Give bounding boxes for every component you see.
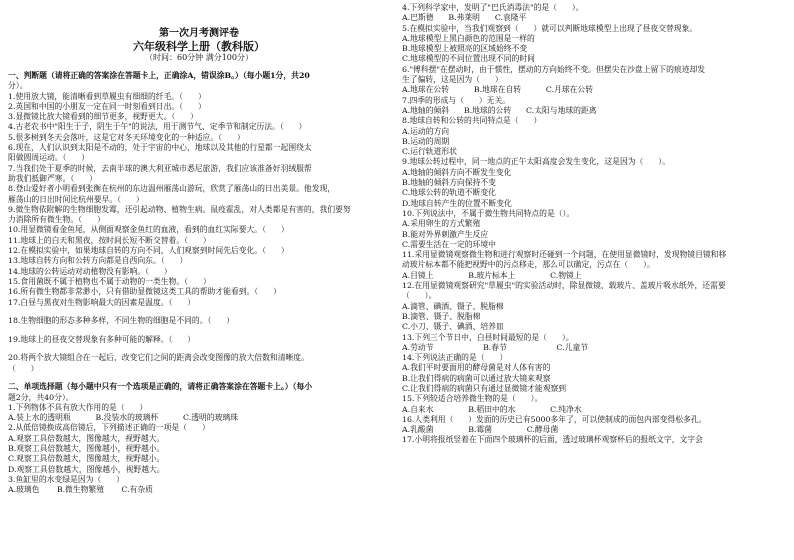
question-line: A.巴斯德 B.弗莱明 C.袁隆平 bbox=[402, 13, 527, 23]
right-column bbox=[402, 0, 788, 560]
question-line: 分）。 bbox=[8, 81, 28, 91]
question-line: 6."傅科摆"在摆动时，由于惯性，摆动的方向始终不变。但摆尖在沙盘上留下的痕迹却发 bbox=[402, 64, 706, 74]
question-line: 2.英国和中国的小朋友一定在同一时刻看到日出。（ ） bbox=[8, 101, 206, 111]
question-line: 3.鱼缸里的水变绿是因为（ ） bbox=[8, 474, 124, 484]
question-line: B.让我们得病的病菌可以通过放大镜来观察 bbox=[402, 373, 551, 383]
spacer bbox=[8, 345, 390, 353]
question-line: （ ）。 bbox=[402, 291, 437, 301]
question-line: 8.地球自转和公转的共同特点是（ ） bbox=[402, 116, 542, 126]
question-line: C.运行轨道形状 bbox=[402, 147, 457, 157]
question-line: 15.食用菌既不属于植物也不属于动物的一类生物。（ ） bbox=[8, 276, 211, 286]
question-line: A.滴管、碘酒、镊子、脱脂棉 bbox=[402, 301, 504, 311]
question-line: 13.下列三个节日中，白昼时间最短的是（ ）。 bbox=[402, 332, 574, 342]
question-line: A.观察工具倍数越大，图像越大，视野越大。 bbox=[8, 433, 165, 443]
question-line: 生了偏转，这是因为（ ） bbox=[402, 75, 503, 85]
question-line: C.小刀、镊子、碘酒、培养皿 bbox=[402, 322, 504, 332]
question-line: 力消除所有微生物。（ ） bbox=[8, 215, 105, 225]
question-line: 9.微生物依附解的生物细胞发霉，还引起动物、植物生病。鼠疫霍乱，对人类都是有害的，我们要努 bbox=[8, 204, 351, 214]
question-line: 14.地球的公转运动对动植物没有影响。（ ） bbox=[8, 266, 172, 276]
question-line: 2.从低倍镜换成高倍镜后，下列描述正确的一项是（ ） bbox=[8, 423, 210, 433]
question-line: 10.下列说法中，不属于微生物共同特点的是（）。 bbox=[402, 208, 575, 218]
question-line: A.我们平时要面用的酵母菌是对人体有害的 bbox=[402, 363, 551, 373]
question-line: 9.地球公转过程中，同一地点的正午太阳高度会发生变化，这是因为（ ）。 bbox=[402, 157, 670, 167]
question-line: 7.当我们处于夏季的时候，去南半球的澳大利亚城市悉尼旅游，我们应该准备好羽绒服帮 bbox=[8, 163, 312, 173]
question-line: 1.使用放大镜，能清晰看到草履虫有细细的纤毛。（ ） bbox=[8, 91, 206, 101]
question-line: B.能对外界刺激产生反应 bbox=[402, 229, 489, 239]
question-line: 5.很多树到冬天会落叶，这是它对冬天环境变化的一种适应。（ ） bbox=[8, 132, 245, 142]
question-line: 14.下列说法正确的是（ ） bbox=[402, 353, 508, 363]
question-line: 17.白昼与黑夜对生物影响最大的因素是温度。（ ） bbox=[8, 297, 196, 307]
question-line: B.地轴的倾斜方向保持不变 bbox=[402, 178, 496, 188]
question-line: 动玻片标本都不能把视野中的污点移走，那么可以确定，污点在（ ）。 bbox=[402, 260, 655, 270]
right-body bbox=[402, 3, 788, 446]
question-line: A.运动的方向 bbox=[402, 126, 450, 136]
exam-subtitle: 六年级科学上册（教科版） bbox=[133, 40, 265, 53]
question-line: B.观察工具倍数越大，图像越小，视野越小。 bbox=[8, 443, 165, 453]
question-line: B.滴管、镊子、脱脂棉 bbox=[402, 311, 481, 321]
question-line: 4.古老农书中"阳生于子，阴生于午"的说法，用于测节气、定季节和制定历法。（ ） bbox=[8, 122, 307, 132]
question-line: 13.地球自转方向和公转方向都是自西向东。（ ） bbox=[8, 256, 188, 266]
left-column bbox=[8, 0, 390, 560]
question-line: B.地球模型上被照亮的区域始终不变 bbox=[402, 44, 528, 54]
question-line: A.地轴的倾斜方向不断发生变化 bbox=[402, 167, 512, 177]
question-line: 15.下列较适合培养微生物的是（ ）。 bbox=[402, 394, 543, 404]
question-line: 18.生物细胞的形态多种多样，不同生物的细胞是不同的。（ ） bbox=[8, 316, 235, 326]
question-line: 11.地球上的白天和黑夜，按时间长短不断交替着。（ ） bbox=[8, 235, 211, 245]
question-line: 5.在模拟实验中，当我们观察到（ ）就可以判断地球模型上出现了昼夜交替现象。 bbox=[402, 23, 698, 33]
question-line: A.装上水的透明瓶 B.没装水的玻璃杯 C.透明的玻璃珠 bbox=[8, 413, 238, 423]
question-line: A.采用卵生的方式繁殖 bbox=[402, 219, 481, 229]
question-line: 8.登山爱好者小明看到张衡在杭州的东边温州雁荡山游玩，欣赏了雁荡山的日出美景。他发现， bbox=[8, 184, 336, 194]
question-line: 10.用显微镜看金鱼尾，从侧面观察金鱼红的血液，看到的血红实际要大。（ ） bbox=[8, 225, 289, 235]
question-line: 7.四季的形成与（ ）无关。 bbox=[402, 95, 511, 105]
question-line: 12.在用显微镜观察研究"草履虫"的实验活动时，除显微镜、载玻片、盖玻片吸水纸外，还需要 bbox=[402, 281, 726, 291]
question-line: 6.现在，人们认识到太阳是不动的，处于宇宙的中心，地球以及其他的行星都一起围绕太 bbox=[8, 143, 312, 153]
question-line: A.劳动节 B.春节 C.儿童节 bbox=[402, 342, 588, 352]
question-line: C.地球公转的轨道不断变化 bbox=[402, 188, 496, 198]
question-line: （ ） bbox=[8, 363, 39, 373]
spacer bbox=[8, 308, 390, 316]
question-line: 助我们抵御严寒。（ ） bbox=[8, 173, 97, 183]
question-line: 17.小明将报纸竖着在下面四个玻璃杯的后面，透过玻璃杯观察杯后的报纸文字，文字会 bbox=[402, 435, 703, 445]
question-line: A.乳酸菌 B.霉菌 C.酵母菌 bbox=[402, 425, 559, 435]
question-line: 3.显微镜比放大镜看到的细节更多，视野更大。（ ） bbox=[8, 112, 198, 122]
question-line: C.观察工具倍数越大，图像越大，视野越小。 bbox=[8, 454, 165, 464]
question-line: 16.人类利用（ ）发面的历史已有5000多年了，可以使制成的面包内部变得松多孔。 bbox=[402, 414, 707, 424]
question-line: 16.所有微生物都非常渺小，只有借助显微镜这类工具的帮助才能看到。（ ） bbox=[8, 287, 281, 297]
question-line: A.地球模型上黑白颜色的范围是一样的 bbox=[402, 33, 535, 43]
question-line: 阳做圆周运动。（ ） bbox=[8, 153, 90, 163]
question-line: 20.将两个放大镜组合在一起后，改变它们之间的距离会改变图像的放大倍数和清晰度。 bbox=[8, 353, 309, 363]
question-line: 雁荡山的日出时间比杭州要早。（ ） bbox=[8, 194, 144, 204]
exam-meta: （时间：60分钟 满分100分） bbox=[145, 53, 253, 62]
question-line: A.自来水 B.稻田中的水 C.纯净水 bbox=[402, 404, 582, 414]
question-line: A.目镜上 B.玻片标本上 C.物镜上 bbox=[402, 270, 582, 280]
question-line: 1.下列物体不具有放大作用的是（ ） bbox=[8, 402, 148, 412]
question-line: B.运动的周期 bbox=[402, 136, 450, 146]
question-line: C.地球模型的不同位置出现不同的时间 bbox=[402, 54, 535, 64]
spacer bbox=[8, 374, 390, 382]
question-line: A.地球在公转 B.地球在自转 C.月球在公转 bbox=[402, 85, 594, 95]
question-line: 4.下列科学家中，发明了"巴氏消毒法"的是（ ）。 bbox=[402, 3, 584, 12]
section-heading: 二、单项选择题（每小题中只有一个选项是正确的，请将正确答案涂在答题卡上。）（每小 bbox=[8, 382, 313, 392]
question-line: 题2分，共40分）。 bbox=[8, 392, 74, 402]
question-line: D.地球自转产生的位置不断变化 bbox=[402, 198, 512, 208]
left-body bbox=[8, 71, 390, 495]
question-line: 11.采用显微镜观察微生物和进行观察时还碰到一个问题，在使用显微镜时，发现物镜目镜和移 bbox=[402, 250, 727, 260]
question-line: 19.地球上的昼夜交替现象有多种可能的解释。（ ） bbox=[8, 334, 196, 344]
question-line: C.需要生活在一定的环境中 bbox=[402, 239, 496, 249]
question-line: A.地轴的倾斜 B.地球的公转 C.太阳与地球的距离 bbox=[402, 105, 597, 115]
exam-title: 第一次月考测评卷 bbox=[159, 28, 239, 39]
question-line: D.观察工具倍数越大，图像越小，视野越大。 bbox=[8, 464, 165, 474]
question-line: 12.在模拟实验中，如果地球自转的方向不同，人们观察到时间先后变化。（ ） bbox=[8, 246, 289, 256]
question-line: A.玻璃色 B.微生物繁殖 C.有杂质 bbox=[8, 485, 153, 495]
question-line: C.让我们得病的病菌只有通过显微镜才能观察到 bbox=[402, 383, 567, 393]
section-heading: 一、判断题（请将正确的答案涂在答题卡上，正确涂A，错误涂B。）（每小题1分，共20 bbox=[8, 71, 310, 80]
spacer bbox=[8, 326, 390, 334]
